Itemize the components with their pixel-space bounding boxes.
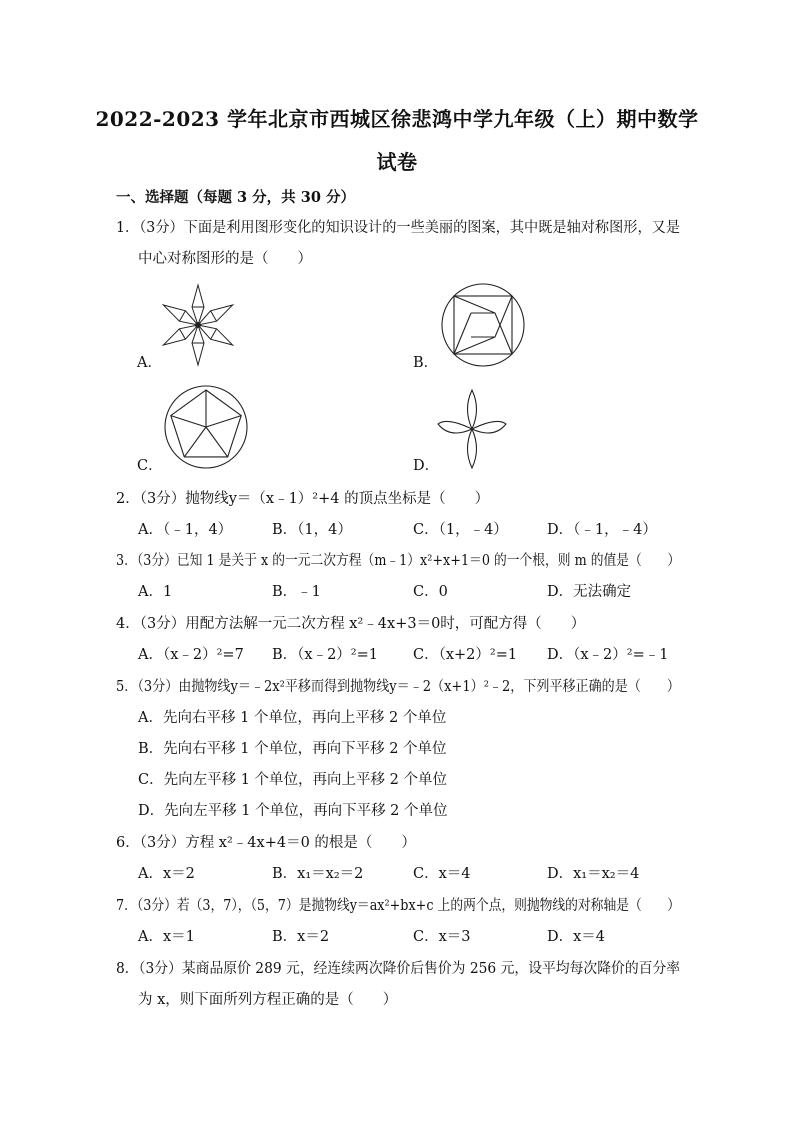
q7-option-b: B．x＝2 <box>272 929 330 945</box>
section-heading: 一、选择题（每题 3 分，共 30 分） <box>116 189 355 206</box>
four-petal-flower-figure <box>436 388 508 470</box>
q4-option-b: B．（x﹣2）²=1 <box>272 647 378 663</box>
q1-label-a: A． <box>137 355 162 371</box>
q4-stem: 4．（3分）用配方法解一元二次方程 x²﹣4x+3＝0时，可配方得（ ） <box>116 616 586 632</box>
q4-option-d: D．（x﹣2）²=﹣1 <box>547 647 669 663</box>
q7-option-c: C．x＝3 <box>413 929 471 945</box>
six-point-star-flower-figure <box>160 282 236 368</box>
page-title-line-1: 2022-2023 学年北京市西城区徐悲鸿中学九年级（上）期中数学 <box>95 107 699 131</box>
q2-option-c: C．（1，﹣4） <box>413 522 508 538</box>
q6-stem: 6．（3分）方程 x²﹣4x+4＝0 的根是（ ） <box>116 835 416 851</box>
q6-option-a: A．x＝2 <box>138 866 195 882</box>
q6-option-c: C．x＝4 <box>413 866 471 882</box>
q3-option-b: B．﹣1 <box>272 584 321 600</box>
q1-label-b: B． <box>413 355 439 371</box>
square-in-circle-figure <box>440 282 526 368</box>
q3-option-c: C．0 <box>413 584 448 600</box>
q5-stem: 5．（3分）由抛物线y＝﹣2x²平移而得到抛物线y＝﹣2（x+1）²﹣2，下列平移正确的是（ ） <box>116 679 680 695</box>
q6-option-d: D．x₁＝x₂＝4 <box>547 866 640 882</box>
q7-option-a: A．x＝1 <box>138 929 195 945</box>
pentagon-in-circle-figure <box>163 384 249 470</box>
q3-stem: 3．（3分）已知 1 是关于 x 的一元二次方程（m﹣1）x²+x+1＝0 的一个根，则 m 的值是（ ） <box>116 553 681 569</box>
q1-label-d: D． <box>413 458 440 474</box>
q6-option-b: B．x₁＝x₂＝2 <box>272 866 364 882</box>
q8-stem-line1: 8．（3分）某商品原价 289 元，经连续两次降价后售价为 256 元，设平均每次降价的百分率 <box>116 961 681 977</box>
q1-stem-line1: 1．（3分）下面是利用图形变化的知识设计的一些美丽的图案，其中既是轴对称图形，又是 <box>116 220 681 236</box>
q3-option-d: D．无法确定 <box>547 584 632 600</box>
q5-option-c: C．先向左平移 1 个单位，再向上平移 2 个单位 <box>138 772 447 788</box>
q7-option-d: D．x＝4 <box>547 929 606 945</box>
q2-option-a: A．（﹣1，4） <box>138 522 233 538</box>
q5-option-b: B．先向右平移 1 个单位，再向下平移 2 个单位 <box>138 741 447 757</box>
q2-option-d: D．（﹣1，﹣4） <box>547 522 657 538</box>
q1-label-c: C． <box>137 458 163 474</box>
q7-stem: 7．（3分）若（3，7），（5，7）是抛物线y＝ax²+bx+c 上的两个点，则抛物线的对称轴是（ ） <box>116 898 681 914</box>
q2-stem: 2．（3分）抛物线y＝（x﹣1）²+4 的顶点坐标是（ ） <box>116 491 490 507</box>
q5-option-a: A．先向右平移 1 个单位，再向上平移 2 个单位 <box>138 710 447 726</box>
q3-option-a: A．1 <box>138 584 173 600</box>
q2-option-b: B．（1，4） <box>272 522 352 538</box>
q1-stem-line2: 中心对称图形的是（ ） <box>138 251 312 267</box>
page-title-line-2: 试卷 <box>376 150 418 174</box>
q8-stem-line2: 为 x，则下面所列方程正确的是（ ） <box>138 992 398 1008</box>
q5-option-d: D．先向左平移 1 个单位，再向下平移 2 个单位 <box>138 803 448 819</box>
q4-option-c: C．（x+2）²=1 <box>413 647 518 663</box>
q4-option-a: A．（x﹣2）²=7 <box>138 647 244 663</box>
